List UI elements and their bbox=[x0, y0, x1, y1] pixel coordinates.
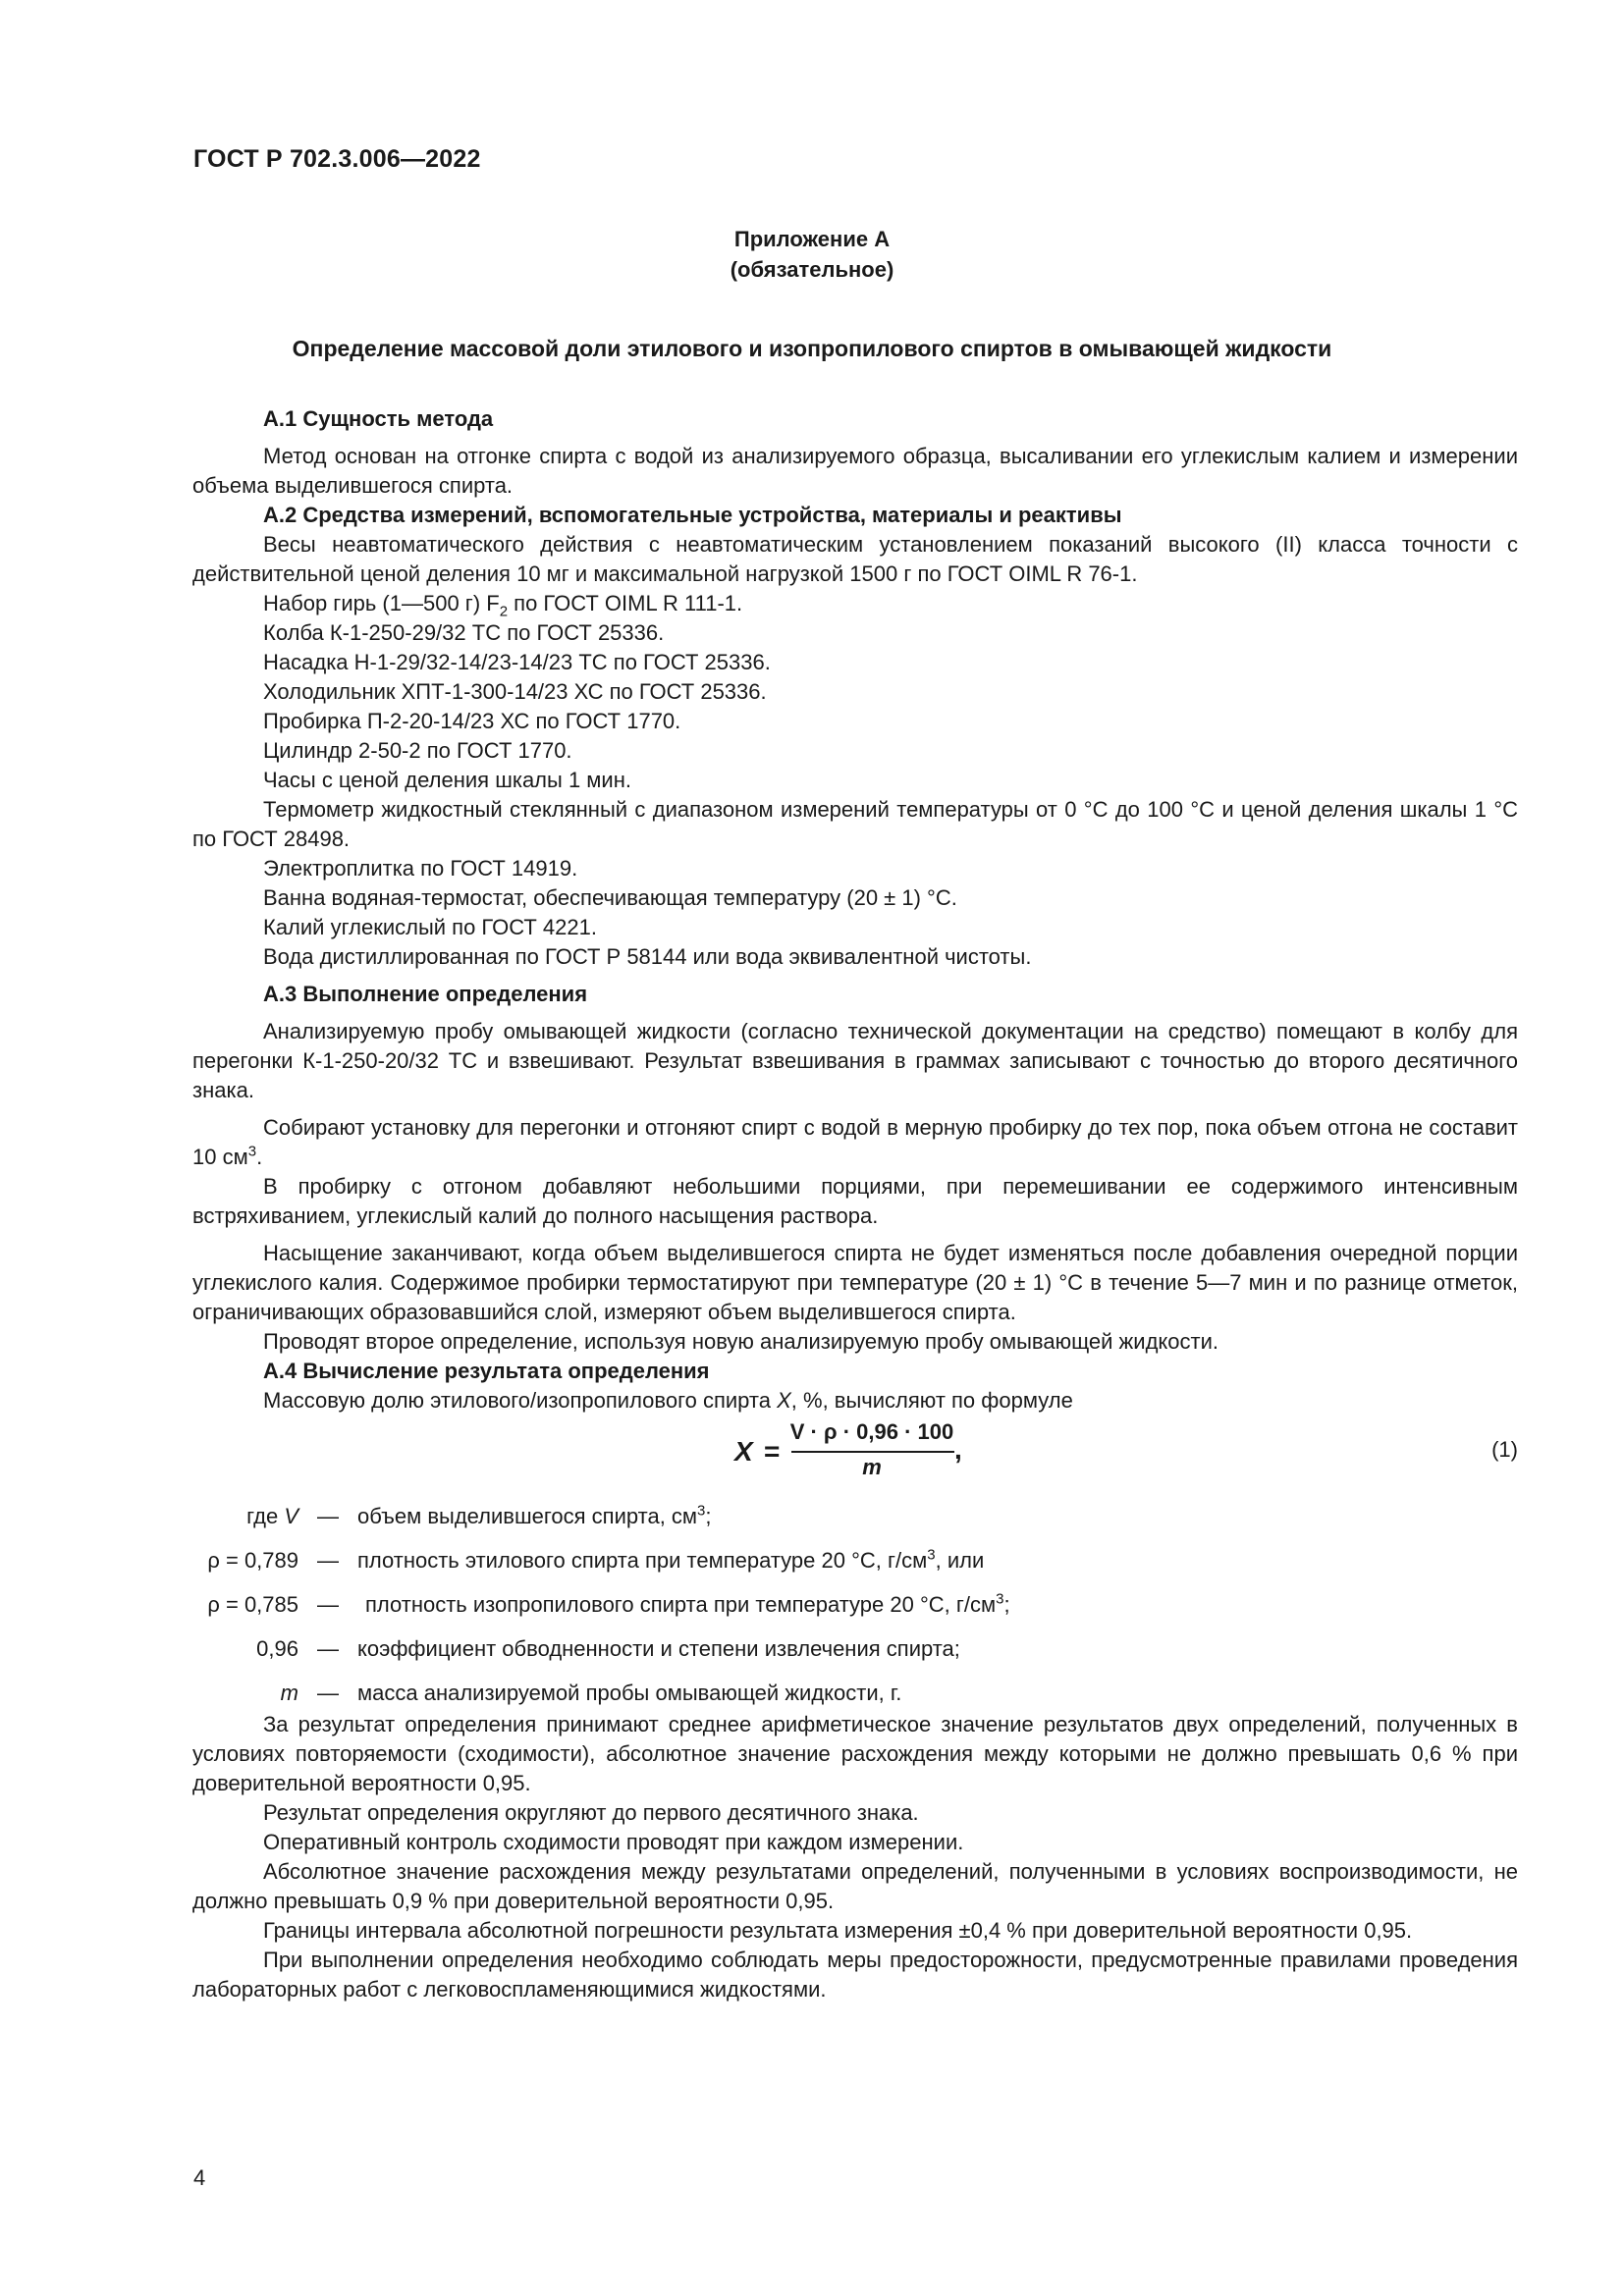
weights-item: Набор гирь (1—500 г) $F_2$ по ГОСТ OIML R 111-1. bbox=[263, 591, 743, 620]
paragraph: Насыщение заканчивают, когда объем выделившегося спирта не будет изменяться после добавления очередной порции углекислого калия. Содержимое пробирки термостатируют при температуре (20 ± 1) °С в течение 5—7 мин и по разнице отметок, ограничивающих образовавшийся слой, измеряют объем выделившегося спирта. bbox=[192, 1241, 1518, 1324]
list-item: Пробирка П-2-20-14/23 ХС по ГОСТ 1770. bbox=[263, 709, 681, 733]
list-item: Насадка Н-1-29/32-14/23-14/23 ТС по ГОСТ 25336. bbox=[263, 650, 771, 674]
formula-comma: , bbox=[954, 1434, 962, 1465]
paragraph: Оперативный контроль сходимости проводят при каждом измерении. bbox=[263, 1830, 964, 1854]
scales-text: Весы неавтоматического действия с неавтоматическим установлением показаний высокого (II) класса точности с действительной ценой деления 10 мг и максимальной нагрузкой 1500 г по ГОСТ OIML R 76-1. bbox=[192, 532, 1518, 586]
paragraph: Собирают установку для перегонки и отгоняют спирт с водой в мерную пробирку до тех пор, пока объем отгона не составит 10 $см^3$. bbox=[192, 1115, 1518, 1169]
list-item: Часы с ценой деления шкалы 1 мин. bbox=[263, 768, 631, 792]
definition-dash: — bbox=[317, 1548, 339, 1573]
definition-row: где V — объем выделившегося спирта, $см^3$; bbox=[192, 1502, 1518, 1546]
paragraph: При выполнении определения необходимо соблюдать меры предосторожности, предусмотренные правилами проведения лабораторных работ с легковоспламеняющимися жидкостями. bbox=[192, 1948, 1518, 2002]
definition-symbol: ρ = 0,785 bbox=[207, 1592, 298, 1617]
list-item: Электроплитка по ГОСТ 14919. bbox=[263, 856, 578, 881]
section-a4-heading: А.4 Вычисление результата определения bbox=[263, 1359, 710, 1383]
list-item: Вода дистиллированная по ГОСТ Р 58144 или вода эквивалентной чистоты. bbox=[263, 944, 1032, 969]
formula-lhs: X bbox=[734, 1436, 753, 1467]
formula-equals: = bbox=[764, 1436, 781, 1467]
section-a1-text: Метод основан на отгонке спирта с водой из анализируемого образца, высаливании его углекислым калием и измерении объема выделившегося спирта. bbox=[192, 444, 1518, 498]
definition-row: ρ = 0,785 — плотность изопропилового спирта при температуре 20 °С, $г/см^3$; bbox=[192, 1590, 1518, 1634]
formula-intro: Массовую долю этилового/изопропилового спирта X, %, вычисляют по формуле bbox=[263, 1388, 1073, 1413]
formula-numerator: V · ρ · 0,96 · 100 bbox=[789, 1419, 954, 1444]
definition-dash: — bbox=[317, 1636, 339, 1661]
definition-symbol: m bbox=[280, 1681, 298, 1705]
definition-symbol: ρ = 0,789 bbox=[207, 1548, 298, 1573]
section-a1-heading: А.1 Сущность метода bbox=[263, 406, 494, 431]
formula bbox=[192, 1415, 1518, 1492]
paragraph: Анализируемую пробу омывающей жидкости (согласно технической документации на средство) помещают в колбу для перегонки К-1-250-20/32 ТС и взвешивают. Результат взвешивания в граммах записывают с точностью до второго десятичного знака. bbox=[192, 1019, 1518, 1102]
list-item: Холодильник ХПТ-1-300-14/23 ХС по ГОСТ 25336. bbox=[263, 679, 767, 704]
paragraph: Результат определения округляют до первого десятичного знака. bbox=[263, 1800, 919, 1825]
document-header: ГОСТ Р 702.3.006—2022 bbox=[193, 145, 481, 173]
paragraph: Проводят второе определение, используя новую анализируемую пробу омывающей жидкости. bbox=[263, 1329, 1218, 1354]
main-title: Определение массовой доли этилового и изопропилового спиртов в омывающей жидкости bbox=[292, 336, 1332, 361]
formula-definitions bbox=[192, 1502, 1518, 1710]
paragraph: Абсолютное значение расхождения между результатами определений, полученными в условиях воспроизводимости, не должно превышать 0,9 % при доверительной вероятности 0,95. bbox=[192, 1859, 1518, 1913]
definition-symbol: V bbox=[284, 1504, 298, 1528]
list-item: Ванна водяная-термостат, обеспечивающая температуру (20 ± 1) °С. bbox=[263, 885, 957, 910]
definition-dash: — bbox=[317, 1592, 339, 1617]
definition-row: ρ = 0,789 — плотность этилового спирта при температуре 20 °С, $г/см^3$, или bbox=[192, 1546, 1518, 1590]
list-item: Колба К-1-250-29/32 ТС по ГОСТ 25336. bbox=[263, 620, 665, 645]
document-body bbox=[192, 404, 1518, 2004]
formula-number: (1) bbox=[1491, 1437, 1518, 1462]
formula-denominator: m bbox=[862, 1455, 882, 1479]
appendix-title: Приложение А bbox=[733, 227, 891, 251]
definition-dash: — bbox=[317, 1504, 339, 1528]
list-item: Цилиндр 2-50-2 по ГОСТ 1770. bbox=[263, 738, 572, 763]
definition-row: m — масса анализируемой пробы омывающей жидкости, г. bbox=[192, 1679, 1518, 1710]
section-a2-heading: А.2 Средства измерений, вспомогательные устройства, материалы и реактивы bbox=[263, 503, 1122, 527]
paragraph: Границы интервала абсолютной погрешности результата измерения ±0,4 % при доверительной вероятности 0,95. bbox=[263, 1918, 1413, 1943]
appendix-status: (обязательное) bbox=[730, 257, 894, 282]
page-number: 4 bbox=[193, 2165, 206, 2190]
definition-row: 0,96 — коэффициент обводненности и степени извлечения спирта; bbox=[192, 1634, 1518, 1679]
thermometer-text: Термометр жидкостный стеклянный с диапазоном измерений температуры от 0 °С до 100 °С и ценой деления шкалы 1 °С по ГОСТ 28498. bbox=[192, 797, 1518, 851]
paragraph: За результат определения принимают среднее арифметическое значение результатов двух определений, полученных в условиях повторяемости (сходимости), абсолютное значение расхождения между которыми не должно превышать 0,6 % при доверительной вероятности 0,95. bbox=[192, 1712, 1518, 1795]
paragraph: В пробирку с отгоном добавляют небольшими порциями, при перемешивании ее содержимого интенсивным встряхиванием, углекислый калий до полного насыщения раствора. bbox=[192, 1174, 1518, 1228]
definition-symbol: 0,96 bbox=[256, 1636, 298, 1661]
definition-dash: — bbox=[317, 1681, 339, 1705]
section-a3-heading: А.3 Выполнение определения bbox=[263, 982, 588, 1006]
list-item: Калий углекислый по ГОСТ 4221. bbox=[263, 915, 597, 939]
